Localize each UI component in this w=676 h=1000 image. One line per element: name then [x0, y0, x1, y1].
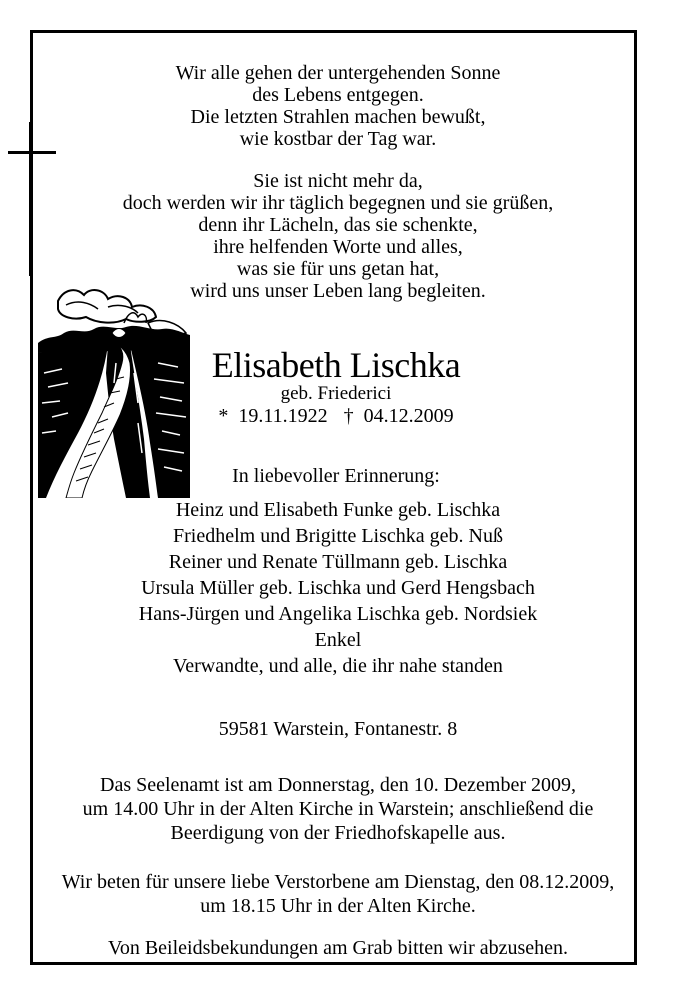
poem-line: Sie ist nicht mehr da,	[253, 170, 423, 192]
death-symbol: †	[343, 405, 354, 427]
death-date: 04.12.2009	[363, 405, 454, 427]
life-dates	[186, 404, 486, 428]
memory-heading: In liebevoller Erinnerung:	[232, 465, 440, 487]
mourner-entry: Ursula Müller geb. Lischka und Gerd Hengsbach	[141, 577, 535, 599]
prayer-notice	[40, 870, 636, 918]
prayer-line: um 18.15 Uhr in der Alten Kirche.	[200, 895, 476, 917]
poem-line: Wir alle gehen der untergehenden Sonne	[175, 62, 501, 84]
poem-stanza	[40, 62, 636, 150]
condolence-request: Von Beileidsbekundungen am Grab bitten wir abzusehen.	[107, 937, 569, 959]
poem-line: denn ihr Lächeln, das sie schenkte,	[198, 214, 478, 236]
address: 59581 Warstein, Fontanestr. 8	[218, 718, 458, 740]
mourner-entry: Hans-Jürgen und Angelika Lischka geb. Nordsiek	[138, 603, 538, 625]
poem	[40, 62, 636, 302]
service-line: Das Seelenamt ist am Donnerstag, den 10. Dezember 2009,	[100, 774, 576, 796]
service-notice	[40, 773, 636, 845]
poem-line: was sie für uns getan hat,	[236, 258, 440, 280]
poem-line: des Lebens entgegen.	[252, 84, 424, 106]
prayer-line: Wir beten für unsere liebe Verstorbene am Dienstag, den 08.12.2009,	[61, 871, 615, 893]
poem-line: wie kostbar der Tag war.	[239, 128, 437, 150]
maiden-name: geb. Friederici	[280, 383, 392, 404]
mourner-entry: Reiner und Renate Tüllmann geb. Lischka	[168, 551, 508, 573]
path-landscape-illustration	[38, 283, 190, 498]
mourner-entry: Heinz und Elisabeth Funke geb. Lischka	[175, 499, 501, 521]
mourner-entry: Verwandte, und alle, die ihr nahe standen	[173, 655, 503, 677]
cross-icon-vertical	[29, 122, 32, 276]
poem-line: wird uns unser Leben lang begleiten.	[190, 280, 486, 302]
poem-line: doch werden wir ihr täglich begegnen und sie grüßen,	[122, 192, 554, 214]
mourners-list	[40, 497, 636, 679]
mourner-entry: Friedhelm und Brigitte Lischka geb. Nuß	[173, 525, 503, 547]
birth-symbol: *	[218, 405, 229, 427]
birth-date: 19.11.1922	[238, 405, 328, 427]
poem-line: ihre helfenden Worte und alles,	[213, 236, 463, 258]
mourner-entry: Enkel	[314, 629, 362, 651]
poem-line: Die letzten Strahlen machen bewußt,	[190, 106, 486, 128]
deceased-name: Elisabeth Lischka	[211, 345, 461, 385]
service-line: Beerdigung von der Friedhofskapelle aus.	[170, 822, 506, 844]
service-line: um 14.00 Uhr in der Alten Kirche in Warstein; anschließend die	[82, 798, 594, 820]
